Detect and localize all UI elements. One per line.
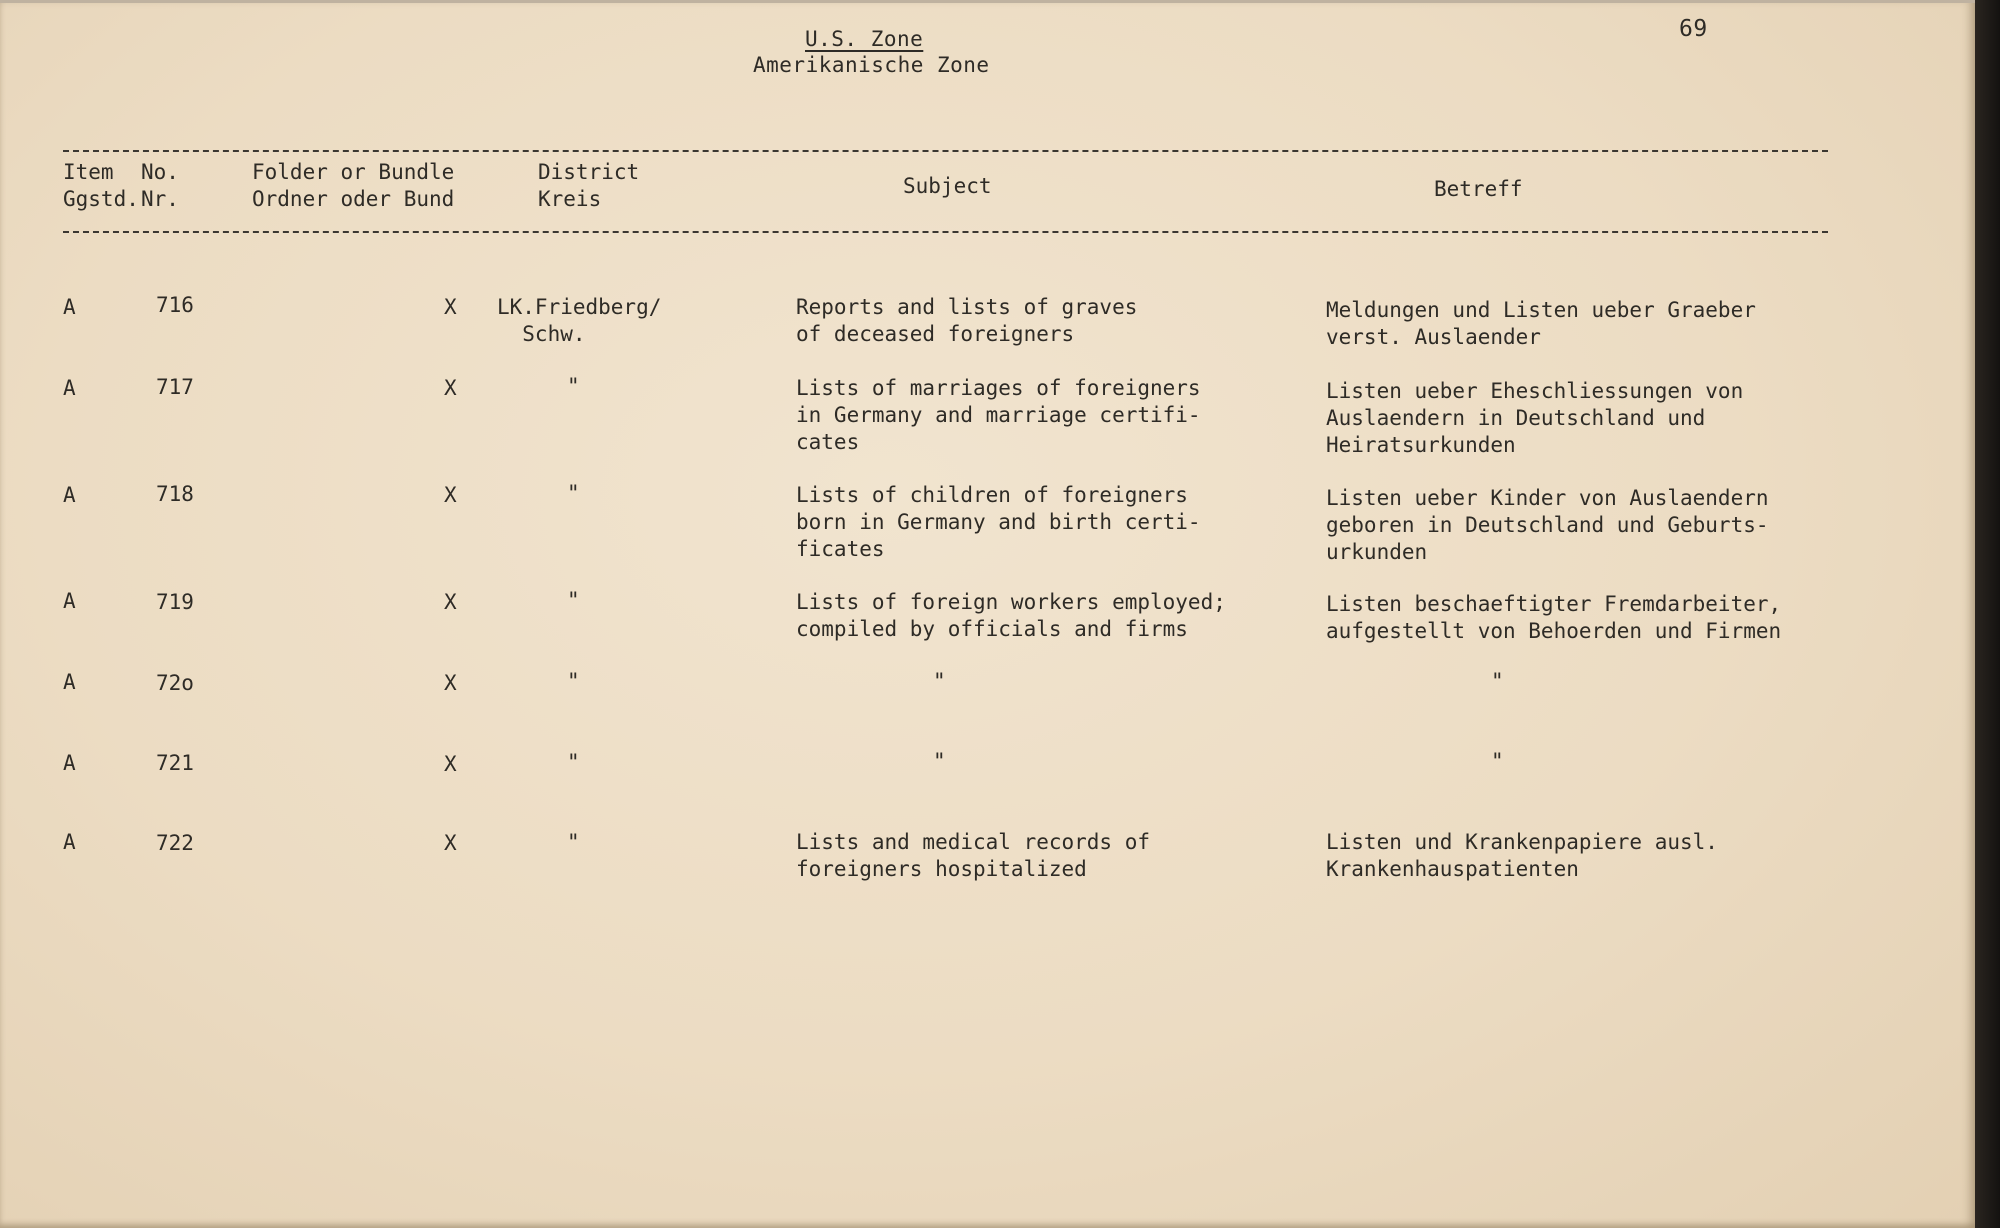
row-720-betreff: ": [1491, 669, 1504, 693]
row-720-item: A: [63, 670, 76, 694]
row-716-subject: Reports and lists of graves of deceased foreigners: [796, 295, 1138, 346]
row-719-betreff: Listen beschaeftigter Fremdarbeiter, aufgestellt von Behoerden und Firmen: [1326, 592, 1782, 643]
row-718-subject: Lists of children of foreigners born in Germany and birth certi- ficates: [796, 483, 1201, 561]
col-header-district-de: Kreis: [538, 187, 602, 211]
row-721-folder: X: [444, 752, 457, 776]
row-722-district: ": [567, 830, 580, 854]
col-header-betreff: Betreff: [1434, 177, 1523, 201]
page-subtitle: Amerikanische Zone: [753, 53, 990, 77]
row-719-item: A: [63, 589, 76, 613]
page-number: 69: [1679, 16, 1708, 42]
row-720-district: ": [567, 669, 580, 693]
col-header-subject: Subject: [903, 174, 992, 198]
row-721-item: A: [63, 751, 76, 775]
row-720-folder: X: [444, 671, 457, 695]
row-717-item: A: [63, 376, 76, 400]
col-header-item-en: Item: [63, 160, 114, 184]
row-718-betreff: Listen ueber Kinder von Auslaendern geboren in Deutschland und Geburts- urkunden: [1326, 486, 1769, 564]
row-718-district: ": [567, 481, 580, 505]
row-717-number: 717: [156, 375, 194, 399]
col-header-no-de: Nr.: [141, 187, 179, 211]
row-719-subject: Lists of foreign workers employed; compiled by officials and firms: [796, 590, 1226, 641]
row-718-folder: X: [444, 483, 457, 507]
row-721-subject: ": [933, 749, 946, 773]
row-722-item: A: [63, 830, 76, 854]
row-720-subject: ": [933, 669, 946, 693]
row-716-district: LK.Friedberg/ Schw.: [497, 295, 662, 346]
row-717-folder: X: [444, 376, 457, 400]
divider-top: [63, 150, 1828, 152]
row-720-number: 72o: [156, 671, 194, 695]
row-716-betreff: Meldungen und Listen ueber Graeber verst. Auslaender: [1326, 298, 1756, 349]
row-716-number: 716: [156, 293, 194, 317]
row-719-district: ": [567, 588, 580, 612]
col-header-no-en: No.: [141, 160, 179, 184]
col-header-item-de: Ggstd.: [63, 187, 139, 211]
row-718-number: 718: [156, 482, 194, 506]
row-721-number: 721: [156, 751, 194, 775]
row-718-item: A: [63, 483, 76, 507]
row-722-folder: X: [444, 831, 457, 855]
row-719-number: 719: [156, 590, 194, 614]
row-719-folder: X: [444, 590, 457, 614]
binding-edge: [1975, 0, 2000, 1228]
row-722-subject: Lists and medical records of foreigners hospitalized: [796, 830, 1151, 881]
row-722-number: 722: [156, 831, 194, 855]
row-716-folder: X: [444, 295, 457, 319]
page-title: U.S. Zone: [805, 27, 924, 51]
row-717-betreff: Listen ueber Eheschliessungen von Auslaendern in Deutschland und Heiratsurkunden: [1326, 379, 1744, 457]
row-721-betreff: ": [1491, 749, 1504, 773]
row-717-subject: Lists of marriages of foreigners in Germany and marriage certifi- cates: [796, 376, 1201, 454]
col-header-folder-de: Ordner oder Bund: [252, 187, 455, 211]
col-header-district-en: District: [538, 160, 640, 184]
col-header-folder-en: Folder or Bundle: [252, 160, 455, 184]
divider-header: [63, 231, 1828, 233]
row-721-district: ": [567, 750, 580, 774]
row-717-district: ": [567, 374, 580, 398]
row-722-betreff: Listen und Krankenpapiere ausl. Krankenhauspatienten: [1326, 830, 1718, 881]
row-716-item: A: [63, 295, 76, 319]
